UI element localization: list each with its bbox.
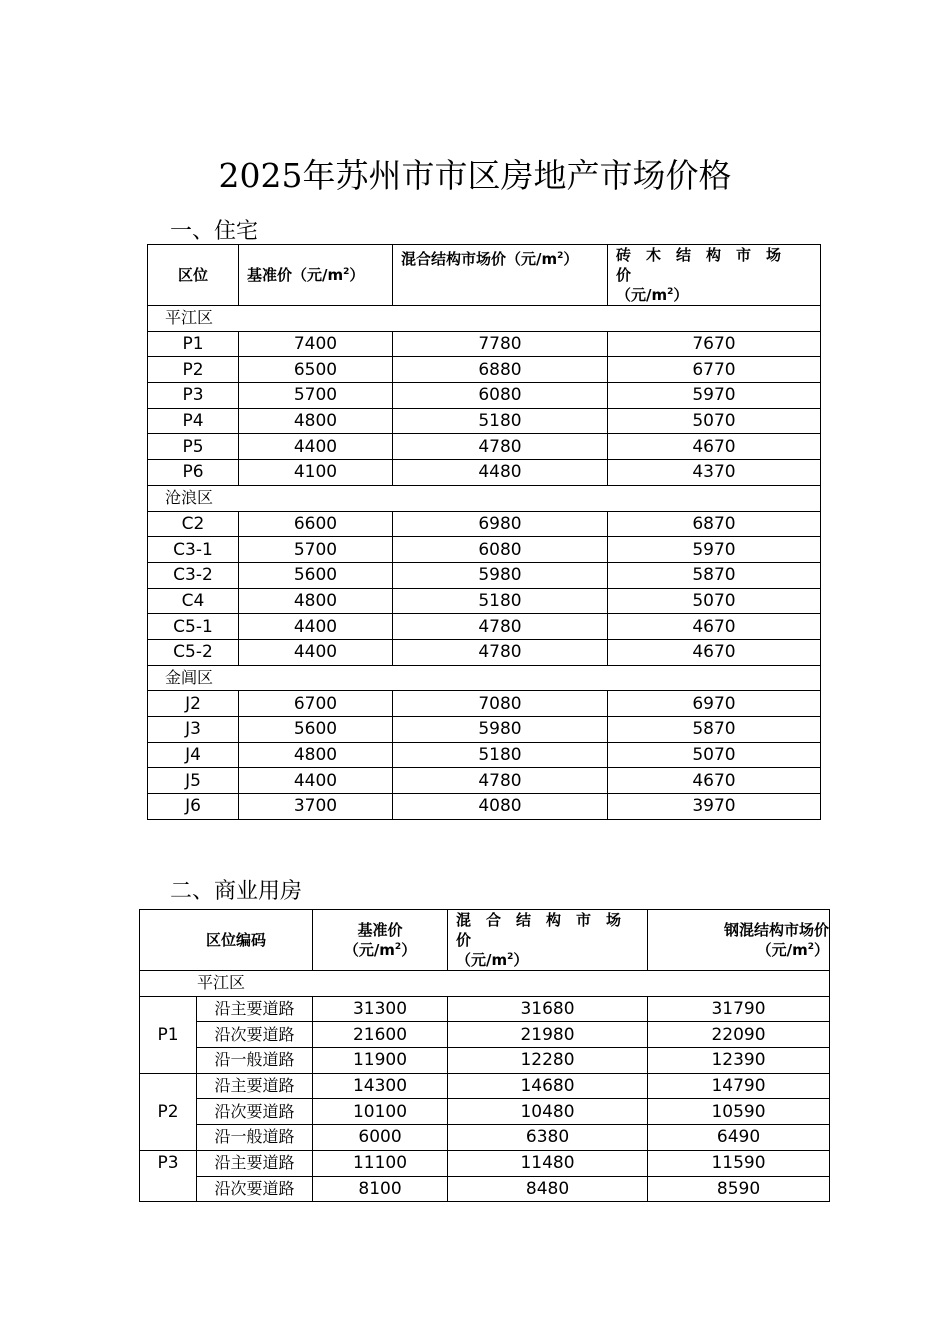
base-price: 5600 [239,562,393,588]
steel-price: 11590 [648,1150,830,1176]
location-code: J2 [148,691,239,717]
commercial-price-table [139,909,830,1202]
table-row [148,537,821,563]
mixed-price: 10480 [448,1099,648,1125]
road-type: 沿次要道路 [197,1099,313,1125]
brick-price: 5070 [608,408,821,434]
location-code: P1 [148,331,239,357]
table-row [148,460,821,486]
mixed-price: 6080 [393,537,608,563]
table-row [148,331,821,357]
mixed-price: 4780 [393,434,608,460]
base-price: 6600 [239,511,393,537]
base-price: 11900 [313,1048,448,1074]
base-price: 14300 [313,1073,448,1099]
header-brick-price: 砖木结构市场价 （元$/m^2$） [608,245,821,306]
header-mixed-price: 混合结构市场价 （元$/m^2$） [448,910,648,971]
brick-price: 6870 [608,511,821,537]
table-row [148,742,821,768]
brick-price: 5070 [608,588,821,614]
table-row [148,768,821,794]
mixed-price: 6080 [393,383,608,409]
brick-price: 4670 [608,639,821,665]
location-code: C5-2 [148,639,239,665]
location-code: J3 [148,717,239,743]
base-price: 6700 [239,691,393,717]
table-row [148,383,821,409]
mixed-price: 5980 [393,562,608,588]
steel-price: 31790 [648,996,830,1022]
mixed-price: 6380 [448,1125,648,1151]
table-row [140,996,830,1022]
table-row [148,434,821,460]
base-price: 11100 [313,1150,448,1176]
table-row [140,1048,830,1074]
table-header-row [140,910,830,971]
mixed-price: 7080 [393,691,608,717]
header-base-price: 基准价 （元$/m^2$） [313,910,448,971]
road-type: 沿主要道路 [197,1073,313,1099]
table-row [148,614,821,640]
table-row [140,1022,830,1048]
mixed-price: 5180 [393,408,608,434]
location-code: J6 [148,794,239,820]
mixed-price: 7780 [393,331,608,357]
base-price: 4100 [239,460,393,486]
header-base-price: 基准价（元$/m^2$） [239,245,393,306]
road-type: 沿次要道路 [197,1176,313,1202]
table-row [148,794,821,820]
base-price: 4400 [239,434,393,460]
mixed-price: 4780 [393,639,608,665]
steel-price: 6490 [648,1125,830,1151]
base-price: 5600 [239,717,393,743]
base-price: 4400 [239,768,393,794]
table-row [140,1176,830,1202]
header-location-code: 区位编码 [140,910,313,971]
location-code: P5 [148,434,239,460]
table-row [140,1150,830,1176]
mixed-price: 6880 [393,357,608,383]
district-label: 平江区 [140,971,830,997]
mixed-price: 31680 [448,996,648,1022]
brick-price: 6770 [608,357,821,383]
road-type: 沿次要道路 [197,1022,313,1048]
location-code: J4 [148,742,239,768]
base-price: 21600 [313,1022,448,1048]
base-price: 4800 [239,408,393,434]
location-code: P4 [148,408,239,434]
header-steel-price: 钢混结构市场价 （元$/m^2$） [648,910,830,971]
brick-price: 4670 [608,614,821,640]
base-price: 3700 [239,794,393,820]
location-code: C2 [148,511,239,537]
location-code: C3-2 [148,562,239,588]
table-header-row [148,245,821,306]
district-label: 金阊区 [148,665,821,691]
steel-price: 22090 [648,1022,830,1048]
road-type: 沿一般道路 [197,1125,313,1151]
mixed-price: 8480 [448,1176,648,1202]
table-row [140,1125,830,1151]
base-price: 5700 [239,537,393,563]
table-row [148,717,821,743]
mixed-price: 5180 [393,742,608,768]
header-location: 区位 [148,245,239,306]
base-price: 6500 [239,357,393,383]
brick-price: 5870 [608,717,821,743]
table-row [148,562,821,588]
mixed-price: 5980 [393,717,608,743]
section-heading-commercial: 二、商业用房 [170,879,303,904]
base-price: 8100 [313,1176,448,1202]
mixed-price: 12280 [448,1048,648,1074]
steel-price: 10590 [648,1099,830,1125]
base-price: 4400 [239,639,393,665]
location-code: C4 [148,588,239,614]
steel-price: 8590 [648,1176,830,1202]
residential-price-table [147,244,821,820]
road-type: 沿一般道路 [197,1048,313,1074]
base-price: 5700 [239,383,393,409]
brick-price: 4670 [608,768,821,794]
base-price: 6000 [313,1125,448,1151]
table-row [140,1099,830,1125]
district-label: 平江区 [148,306,821,332]
mixed-price: 21980 [448,1022,648,1048]
mixed-price: 6980 [393,511,608,537]
mixed-price: 14680 [448,1073,648,1099]
base-price: 4400 [239,614,393,640]
table-row [148,357,821,383]
road-type: 沿主要道路 [197,996,313,1022]
base-price: 4800 [239,588,393,614]
location-code: P3 [148,383,239,409]
table-row [148,588,821,614]
mixed-price: 4780 [393,768,608,794]
brick-price: 3970 [608,794,821,820]
mixed-price: 11480 [448,1150,648,1176]
steel-price: 14790 [648,1073,830,1099]
brick-price: 6970 [608,691,821,717]
location-code: C3-1 [148,537,239,563]
base-price: 10100 [313,1099,448,1125]
table-row [148,639,821,665]
table-row [148,691,821,717]
brick-price: 5070 [608,742,821,768]
mixed-price: 4080 [393,794,608,820]
page-title: 2025年苏州市市区房地产市场价格 [218,156,732,195]
base-price: 31300 [313,996,448,1022]
brick-price: 5870 [608,562,821,588]
location-code: P3 [140,1150,197,1201]
table-row [148,408,821,434]
header-mixed-price: 混合结构市场价（元$/m^2$） [393,245,608,306]
brick-price: 4370 [608,460,821,486]
brick-price: 4670 [608,434,821,460]
base-price: 4800 [239,742,393,768]
brick-price: 7670 [608,331,821,357]
location-code: P2 [140,1073,197,1150]
location-code: P2 [148,357,239,383]
section-heading-residential: 一、住宅 [170,219,259,244]
table-row [140,1073,830,1099]
steel-price: 12390 [648,1048,830,1074]
location-code: P1 [140,996,197,1073]
brick-price: 5970 [608,537,821,563]
district-label: 沧浪区 [148,485,821,511]
brick-price: 5970 [608,383,821,409]
location-code: J5 [148,768,239,794]
location-code: C5-1 [148,614,239,640]
mixed-price: 5180 [393,588,608,614]
mixed-price: 4480 [393,460,608,486]
location-code: P6 [148,460,239,486]
table-row [148,511,821,537]
mixed-price: 4780 [393,614,608,640]
base-price: 7400 [239,331,393,357]
road-type: 沿主要道路 [197,1150,313,1176]
